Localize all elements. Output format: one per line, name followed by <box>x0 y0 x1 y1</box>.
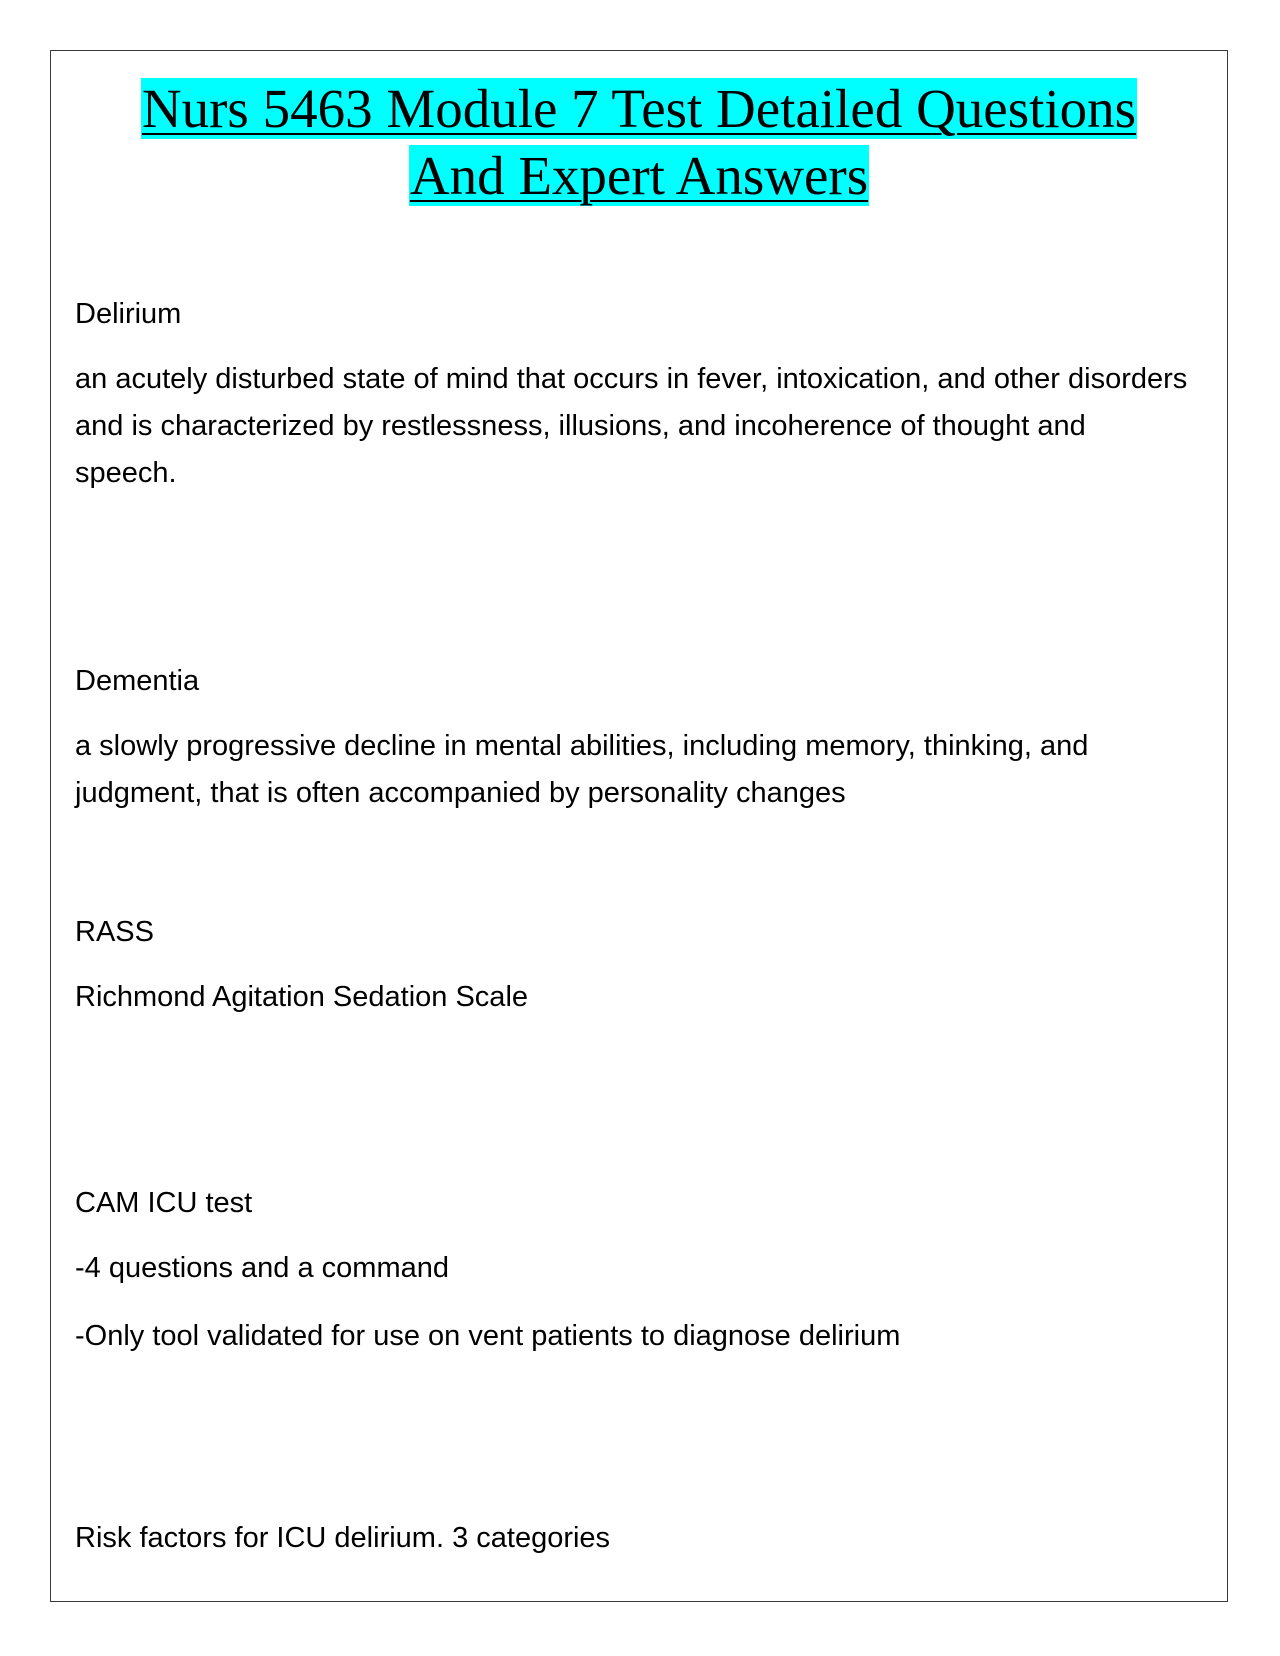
term-cam-icu: CAM ICU test <box>75 1187 253 1219</box>
document-title <box>51 75 1227 209</box>
title-line-1: Nurs 5463 Module 7 Test Detailed Questions <box>141 78 1137 139</box>
definition-cam-icu-line-2: -Only tool validated for use on vent patients to diagnose delirium <box>75 1320 901 1352</box>
definition-dementia: a slowly progressive decline in mental abilities, including memory, thinking, and judgment, that is often accompanied by personality changes <box>75 730 1089 809</box>
definition-delirium: an acutely disturbed state of mind that occurs in fever, intoxication, and other disorders and is characterized by restlessness, illusions, and incoherence of thought and speech. <box>75 363 1188 489</box>
term-dementia: Dementia <box>75 665 200 697</box>
term-rass: RASS <box>75 916 154 948</box>
term-risk-factors: Risk factors for ICU delirium. 3 categories <box>75 1522 611 1554</box>
term-delirium: Delirium <box>75 298 182 330</box>
title-line-2: And Expert Answers <box>409 145 869 206</box>
definition-cam-icu-line-1: -4 questions and a command <box>75 1252 449 1284</box>
document-page <box>50 50 1228 1602</box>
definition-rass: Richmond Agitation Sedation Scale <box>75 981 529 1013</box>
